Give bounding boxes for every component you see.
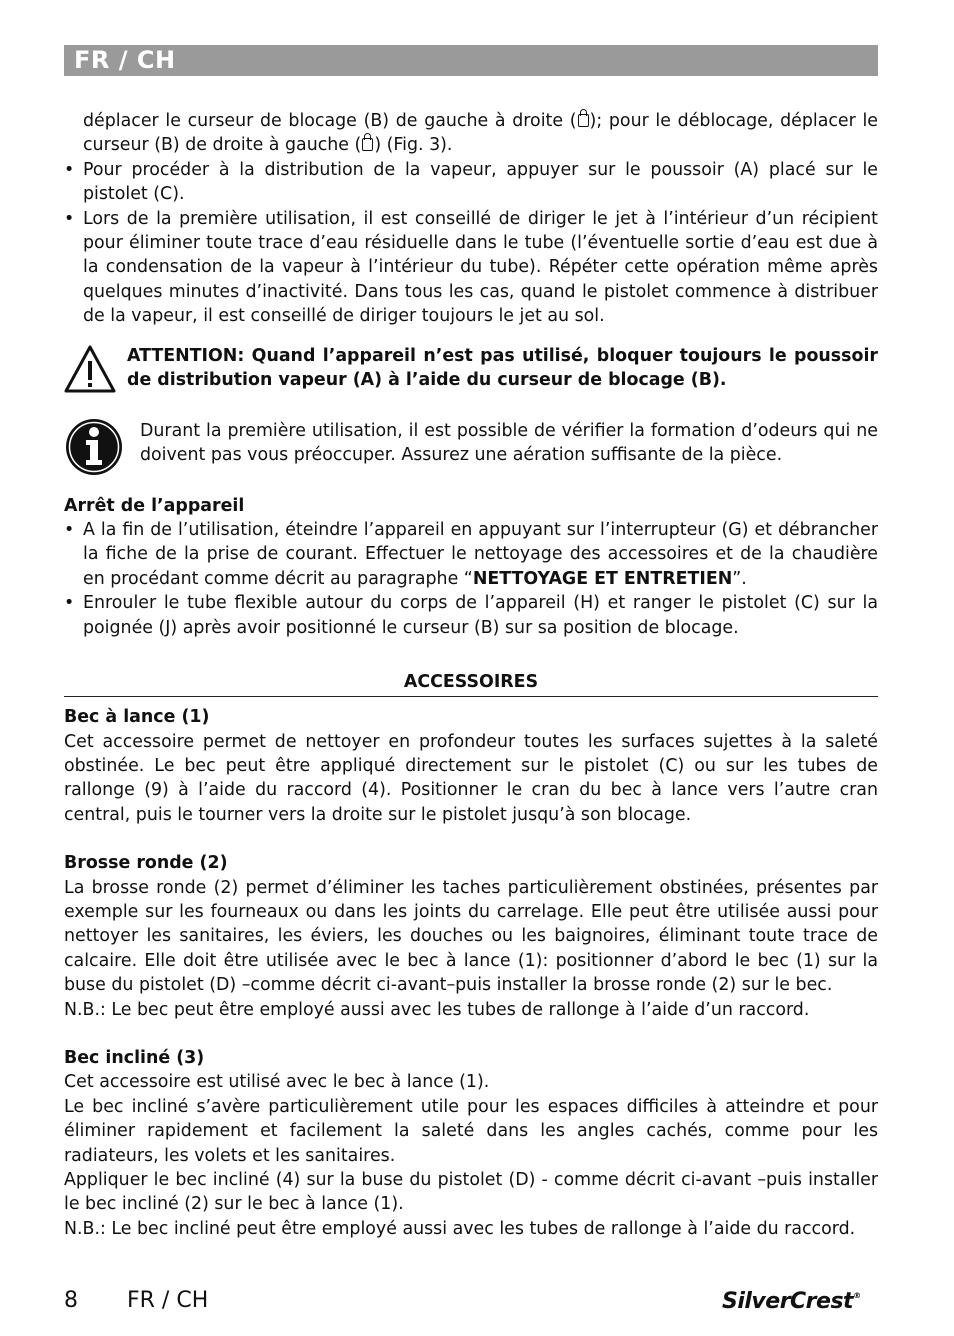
bullet-item: • Pour procéder à la distribution de la vapeur, appuyer sur le poussoir (A) placé sur le pistolet (C). <box>64 158 878 207</box>
warning-note <box>64 344 878 394</box>
warning-text: ATTENTION: Quand l’appareil n’est pas utilisé, bloquer toujours le poussoir de distribution vapeur (A) à l’aide du curseur de blocage (B). <box>127 345 878 391</box>
accessories-title: ACCESSOIRES <box>64 670 878 697</box>
bullet-item: • Lors de la première utilisation, il est conseillé de diriger le jet à l’intérieur d’un récipient pour éliminer toute trace d’eau résiduelle dans le tube (l’éventuelle sortie d’eau est due à la condensation de la vapeur à l’intérieur du tube). Répéter cette opération même après quelques minutes d’inactivité. Dans tous les cas, quand le pistolet commence à distribuer de la vapeur, il est conseillé de diriger toujours le jet au sol. <box>64 207 878 329</box>
page-number: 8 <box>64 1288 78 1313</box>
subsection-heading: Bec incliné (3) <box>64 1047 205 1068</box>
warning-triangle-icon <box>64 344 116 394</box>
bold-reference: NETTOYAGE ET ENTRETIEN <box>472 568 733 589</box>
paragraph: Appliquer le bec incliné (4) sur la buse du pistolet (D) - comme décrit ci-avant –puis installer le bec incliné (2) sur le bec à lance (1). <box>64 1170 878 1215</box>
header-bar <box>64 45 878 76</box>
section-heading: Arrêt de l’appareil <box>64 495 245 516</box>
bullet-item: • Enrouler le tube flexible autour du corps de l’appareil (H) et ranger le pistolet (C) sur la poignée (J) après avoir positionné le curseur (B) sur sa position de blocage. <box>64 591 878 640</box>
info-note <box>64 419 878 477</box>
info-icon <box>64 417 124 477</box>
lock-icon <box>578 114 589 127</box>
brand-logo <box>722 1289 861 1314</box>
footer-language: FR / CH <box>127 1288 209 1313</box>
note-paragraph: N.B.: Le bec incliné peut être employé aussi avec les tubes de rallonge à l’aide du raccord. <box>64 1218 856 1239</box>
subsection-heading: Brosse ronde (2) <box>64 853 228 874</box>
continued-paragraph <box>64 109 878 158</box>
text-segment: ) (Fig. 3). <box>374 135 453 156</box>
info-text: Durant la première utilisation, il est possible de vérifier la formation d’odeurs qui ne doivent pas vous préoccuper. Assurez une aération suffisante de la pièce. <box>140 420 878 466</box>
paragraph: Le bec incliné s’avère particulièrement utile pour les espaces difficiles à atteindre et pour éliminer rapidement et facilement la saleté dans les angles cachés, comme pour les radiateurs, les volets et les sanitaires. <box>64 1096 878 1166</box>
header-title: FR / CH <box>74 46 176 74</box>
text-segment: ); pour le déblocage, déplacer le curseur (B) de droite à gauche ( <box>83 111 879 156</box>
note-paragraph: N.B.: Le bec peut être employé aussi avec les tubes de rallonge à l’aide d’un raccord. <box>64 999 810 1020</box>
paragraph: Cet accessoire permet de nettoyer en profondeur toutes les surfaces sujettes à la saleté obstinée. Le bec peut être appliqué directement sur le pistolet (C) ou sur les tubes de rallonge (9) à l’aide du raccord (4). Positionner le cran du bec à lance vers l’autre cran central, puis le tourner vers la droite sur le pistolet jusqu’à son blocage. <box>64 731 878 825</box>
paragraph: La brosse ronde (2) permet d’éliminer les taches particulièrement obstinées, présentes par exemple sur les fourneaux ou dans les joints du carrelage. Elle peut être utilisée aussi pour nettoyer les sanitaires, les éviers, les douches ou les baignoires, éliminant toute trace de calcaire. Elle doit être utilisée avec le bec à lance (1): positionner d’abord le bec (1) sur la buse du pistolet (D) –comme décrit ci-avant–puis installer la brosse ronde (2) sur le bec. <box>64 877 878 996</box>
page-content <box>64 109 878 1241</box>
bullet-item <box>64 518 878 591</box>
text-segment: ”. <box>732 568 747 589</box>
brand-name: SilverCrest <box>722 1289 854 1314</box>
text-segment: A la fin de l’utilisation, éteindre l’appareil en appuyant sur l’interrupteur (G) et débrancher la fiche de la prise de courant. Effectuer le nettoyage des accessoires et de la chaudière en procédant comme décrit au paragraphe “ <box>83 520 878 589</box>
paragraph: Cet accessoire est utilisé avec le bec à lance (1). <box>64 1072 490 1093</box>
subsection-heading: Bec à lance (1) <box>64 707 210 728</box>
unlock-icon <box>362 138 373 151</box>
text-segment: déplacer le curseur de blocage (B) de gauche à droite ( <box>83 111 577 131</box>
registered-mark: ® <box>853 1291 861 1300</box>
